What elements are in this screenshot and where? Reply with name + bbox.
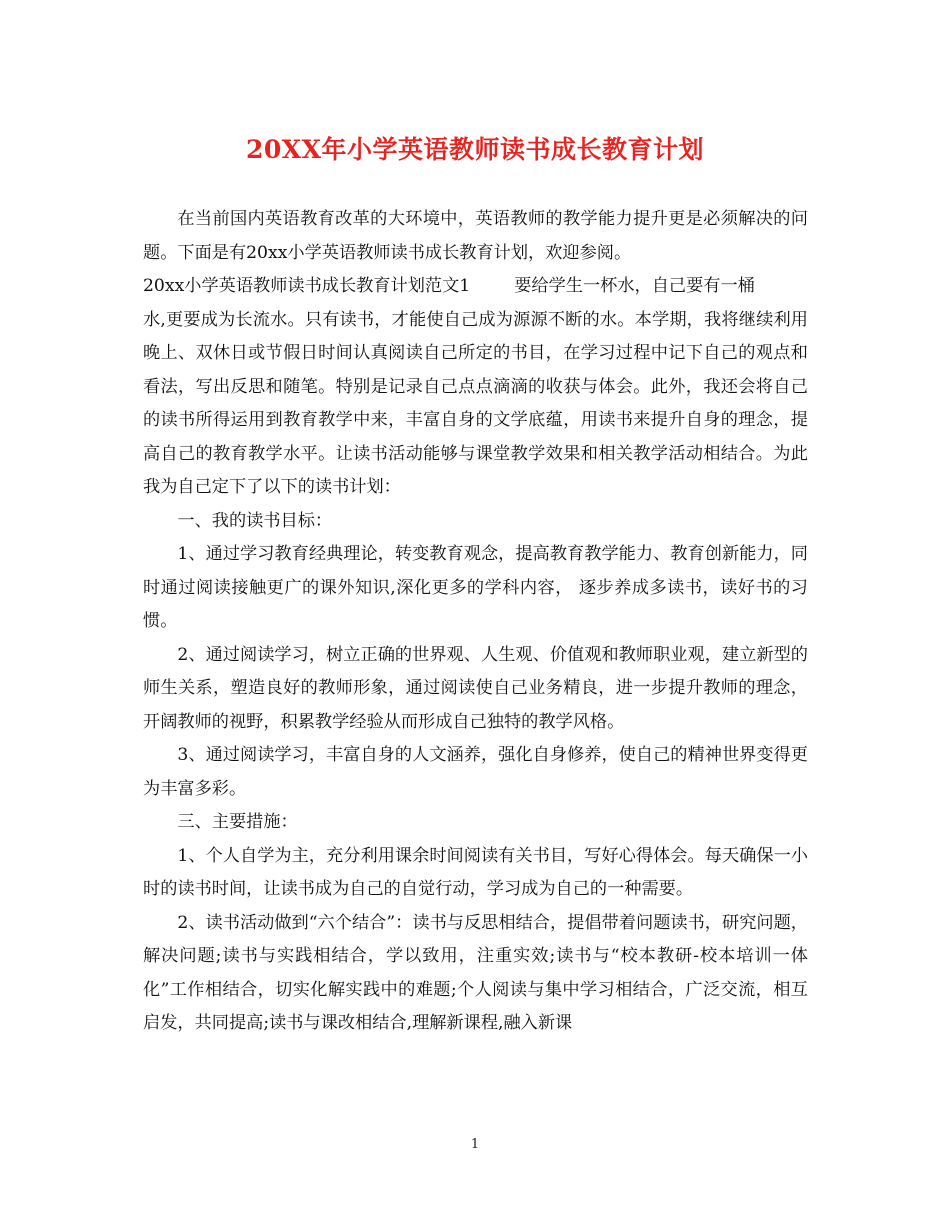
goal-paragraph-2: 2、通过阅读学习，树立正确的世界观、人生观、价值观和教师职业观，建立新型的师生关系，塑造良好的教师形象，通过阅读使自己业务精良，进一步提升教师的理念，开阔教师的视野，积累教学经验从而形成自己独特的教学风格。	[143, 644, 808, 732]
section-heading-measures: 三、主要措施：	[177, 812, 298, 832]
sample-first-text: 要给学生一杯水，自己要有一桶	[514, 276, 755, 296]
sample-paragraph: 水,更要成为长流水。只有读书，才能使自己成为源源不断的水。本学期，我将继续利用晚上、双休日或节假日时间认真阅读自己所定的书目，在学习过程中记下自己的观点和看法，写出反思和随笔。特别是记录自己点点滴滴的收获与体会。此外，我还会将自己的读书所得运用到教育教学中来，丰富自身的文学底蕴，用读书来提升自身的理念，提高自己的教育教学水平。让读书活动能够与课堂教学效果和相关教学活动相结合。为此我为自己定下了以下的读书计划：	[143, 309, 808, 497]
document-title: 20XX年小学英语教师读书成长教育计划	[245, 135, 705, 164]
measure-paragraph-1: 1、个人自学为主，充分利用课余时间阅读有关书目，写好心得体会。每天确保一小时的读书时间，让读书成为自己的自觉行动，学习成为自己的一种需要。	[143, 845, 808, 899]
sample-heading-line	[143, 270, 808, 304]
goal-paragraph-1: 1、通过学习教育经典理论，转变教育观念，提高教育教学能力、教育创新能力，同时通过阅读接触更广的课外知识,深化更多的学科内容， 逐步养成多读书，读好书的习惯。	[143, 544, 808, 631]
page-number: 1	[470, 1137, 480, 1152]
section-heading-goals: 一、我的读书目标：	[177, 510, 333, 531]
intro-paragraph: 在当前国内英语教育改革的大环境中，英语教师的教学能力提升更是必须解决的问题。下面是有20xx小学英语教师读书成长教育计划，欢迎参阅。	[143, 209, 808, 263]
goal-paragraph-3: 3、通过阅读学习，丰富自身的人文涵养，强化自身修养，使自己的精神世界变得更为丰富多彩。	[143, 745, 808, 799]
measure-paragraph-2: 2、读书活动做到“六个结合”：读书与反思相结合，提倡带着问题读书，研究问题，解决问题;读书与实践相结合，学以致用，注重实效;读书与“校本教研-校本培训一体化”工作相结合，切实化解实践中的难题;个人阅读与集中学习相结合，广泛交流，相互启发，共同提高;读书与课改相结合,理解新课程,融入新课	[143, 912, 808, 1033]
sample-heading: 20xx小学英语教师读书成长教育计划范文1	[143, 276, 471, 296]
document-body	[143, 203, 808, 1041]
